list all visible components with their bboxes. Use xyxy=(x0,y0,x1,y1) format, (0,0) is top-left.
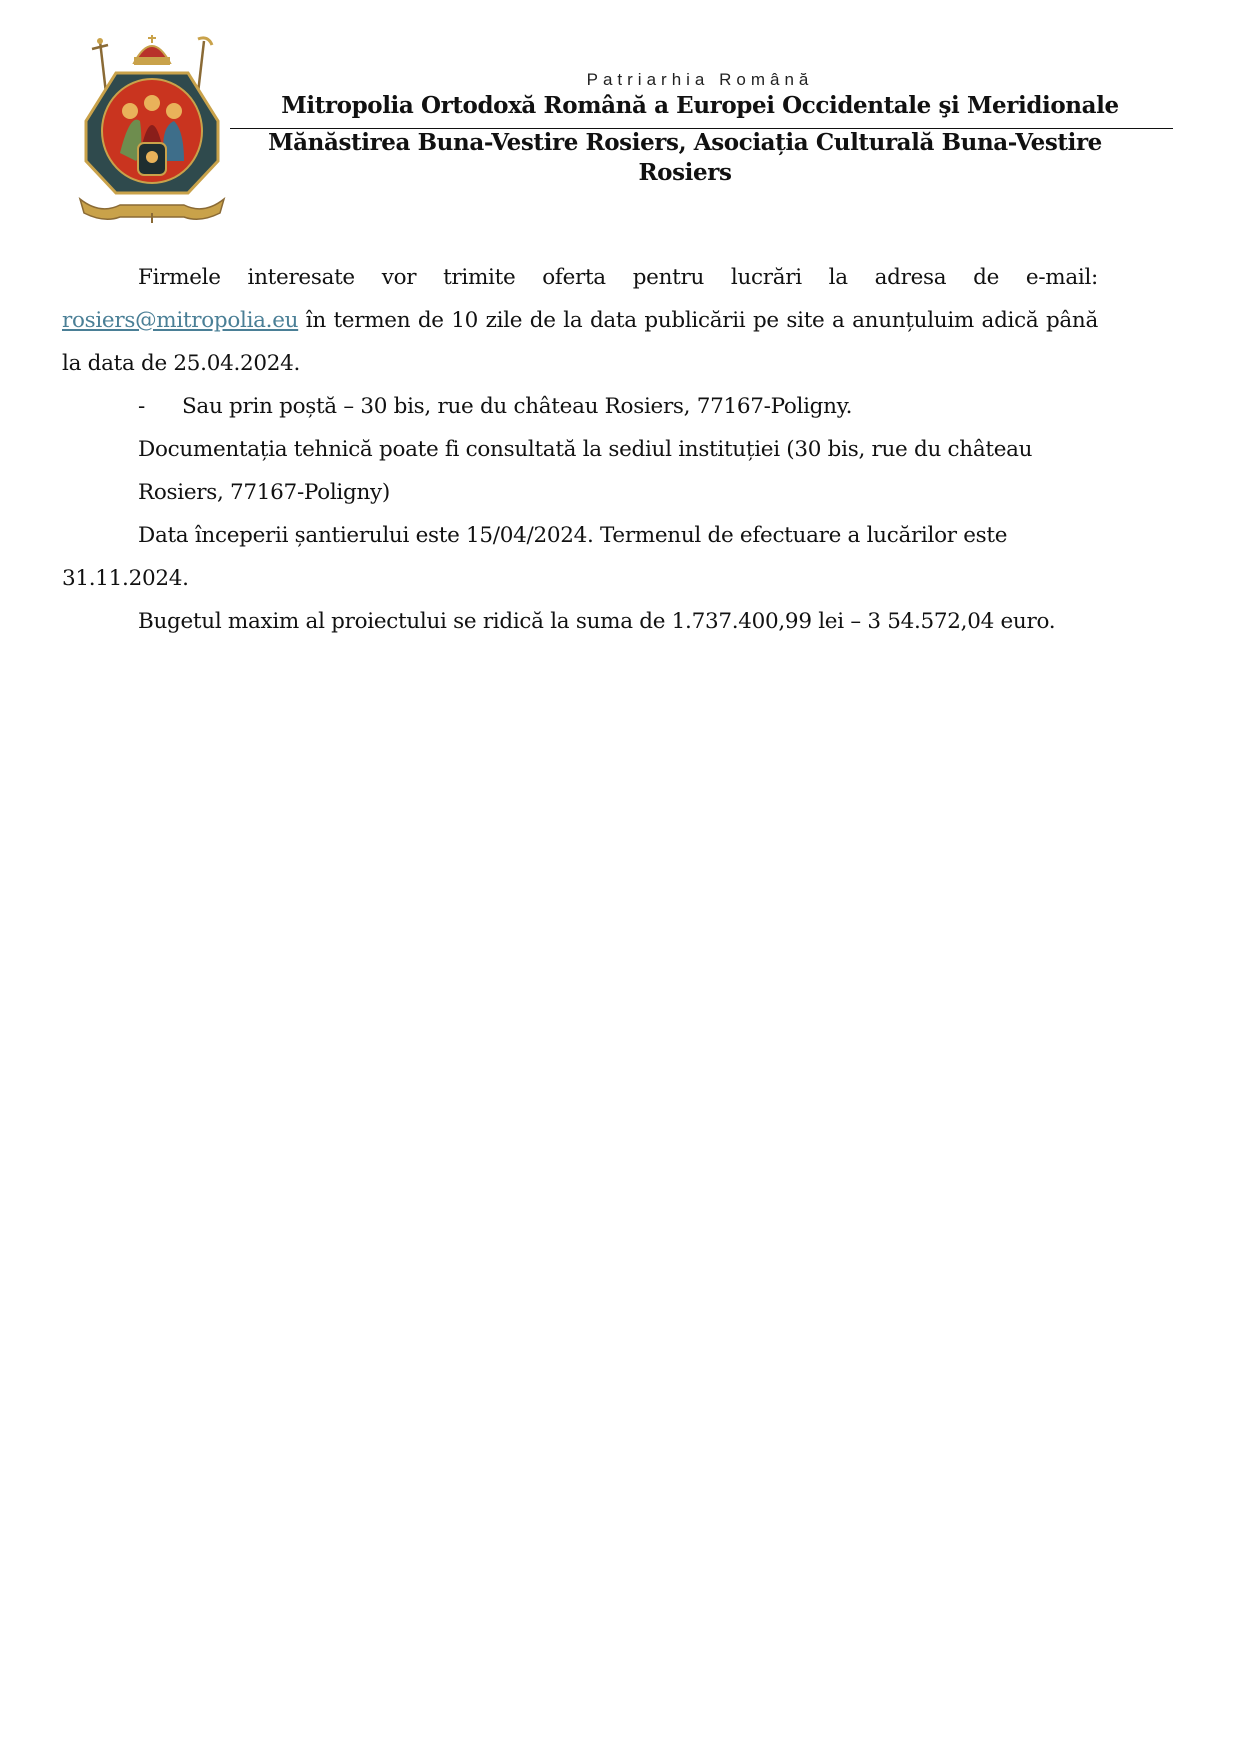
letterhead xyxy=(230,70,1170,119)
monastery-title: Mănăstirea Buna-Vestire Rosiers, Asociația Culturală Buna-Vestire Rosiers xyxy=(268,129,1102,186)
patriarchy-line: Patriarhia Română xyxy=(586,70,814,89)
offer-deadline-text: în termen de 10 zile de la data publicării pe site a anunțuluim adică până la data de 25.04.2024. xyxy=(62,308,1098,376)
email-link[interactable]: rosiers@mitropolia.eu xyxy=(62,308,299,333)
documentation-text-line1: Documentația tehnică poate fi consultată la sediul instituției (30 bis, rue du château xyxy=(138,437,1033,462)
paragraph-dates xyxy=(62,514,1098,600)
paragraph-budget xyxy=(62,600,1098,643)
paragraph-documentation-cont xyxy=(62,471,1098,514)
document-body xyxy=(62,256,1098,643)
dates-text: Data începerii șantierului este 15/04/2024. Termenul de efectuare a lucărilor este 31.11.2024. xyxy=(62,523,1008,591)
metropolis-title: Mitropolia Ortodoxă Română a Europei Occidentale şi Meridionale xyxy=(281,92,1119,119)
list-dash: - xyxy=(138,394,145,419)
paragraph-offer xyxy=(62,256,1098,385)
coat-of-arms-icon xyxy=(76,33,228,223)
paragraph-documentation xyxy=(62,428,1098,471)
offer-intro-text: Firmele interesate vor trimite oferta pentru lucrări la adresa de e-mail: xyxy=(138,265,1098,290)
documentation-text-line2: Rosiers, 77167-Poligny) xyxy=(138,480,390,505)
budget-text: Bugetul maxim al proiectului se ridică la suma de 1.737.400,99 lei – 3 54.572,04 euro. xyxy=(138,609,1056,634)
paragraph-postal xyxy=(62,385,1098,428)
postal-address-text: Sau prin poștă – 30 bis, rue du château Rosiers, 77167-Poligny. xyxy=(182,394,853,419)
